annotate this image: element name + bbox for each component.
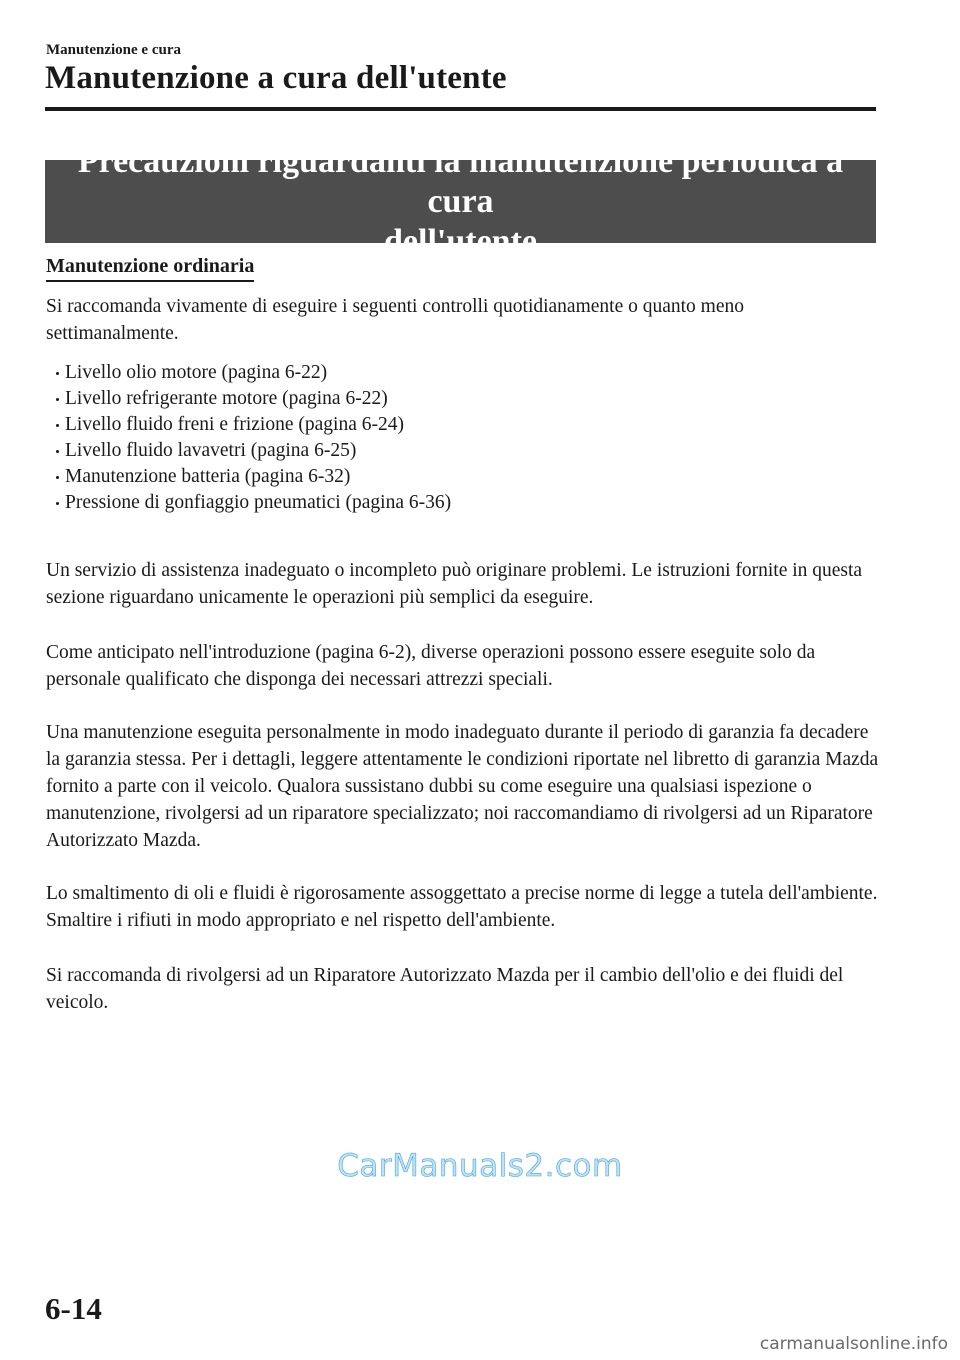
header-divider bbox=[45, 107, 876, 111]
list-item: Livello refrigerante motore (pagina 6-22) bbox=[46, 386, 451, 412]
list-item: Livello olio motore (pagina 6-22) bbox=[46, 360, 451, 386]
chapter-title: Manutenzione a cura dell'utente bbox=[45, 60, 507, 96]
watermark: CarManuals2.com bbox=[337, 1148, 623, 1184]
paragraph: Come anticipato nell'introduzione (pagina 6-2), diverse operazioni possono essere eseguite solo da personale qualificato che disponga dei necessari attrezzi speciali. bbox=[46, 642, 816, 690]
banner-title-line-1: Precauzioni riguardanti la manutenzione periodica a cura bbox=[77, 142, 844, 220]
paragraph: Lo smaltimento di oli e fluidi è rigorosamente assoggettato a precise norme di legge a tutela dell'ambiente. Smaltire i rifiuti in modo appropriato e nel rispetto dell'ambiente. bbox=[46, 883, 878, 931]
bullet-icon bbox=[56, 398, 59, 401]
section-banner bbox=[45, 142, 876, 260]
banner-title-line-2: dell'utente bbox=[384, 222, 537, 260]
bullet-icon bbox=[56, 502, 59, 505]
intro-paragraph: Si raccomanda vivamente di eseguire i seguenti controlli quotidianamente o quanto meno settimanalmente. bbox=[46, 296, 745, 344]
section-kicker: Manutenzione e cura bbox=[46, 42, 181, 58]
paragraph: Un servizio di assistenza inadeguato o incompleto può originare problemi. Le istruzioni fornite in questa sezione riguardano unicamente le operazioni più semplici da eseguire. bbox=[46, 560, 863, 608]
page-number: 6-14 bbox=[45, 1291, 102, 1326]
list-item: Pressione di gonfiaggio pneumatici (pagina 6-36) bbox=[46, 490, 451, 516]
subheading: Manutenzione ordinaria bbox=[46, 255, 254, 282]
list-item: Manutenzione batteria (pagina 6-32) bbox=[46, 464, 451, 490]
bullet-icon bbox=[56, 450, 59, 453]
list-item: Livello fluido lavavetri (pagina 6-25) bbox=[46, 438, 451, 464]
bullet-icon bbox=[56, 424, 59, 427]
bullet-icon bbox=[56, 372, 59, 375]
footer-url: carmanualsonline.info bbox=[759, 1334, 948, 1354]
paragraph: Si raccomanda di rivolgersi ad un Riparatore Autorizzato Mazda per il cambio dell'olio e dei fluidi del veicolo. bbox=[46, 965, 844, 1013]
paragraph: Una manutenzione eseguita personalmente in modo inadeguato durante il periodo di garanzia fa decadere la garanzia stessa. Per i dettagli, leggere attentamente le condizioni riportate nel libretto di garanzia Mazda fornito a parte con il veicolo. Qualora sussistano dubbi su come eseguire una qualsiasi ispezione o manutenzione, rivolgersi ad un riparatore specializzato; noi raccomandiamo di rivolgersi ad un Riparatore Autorizzato Mazda. bbox=[46, 722, 879, 851]
bullet-icon bbox=[56, 476, 59, 479]
checks-list bbox=[46, 360, 451, 516]
list-item: Livello fluido freni e frizione (pagina 6-24) bbox=[46, 412, 451, 438]
